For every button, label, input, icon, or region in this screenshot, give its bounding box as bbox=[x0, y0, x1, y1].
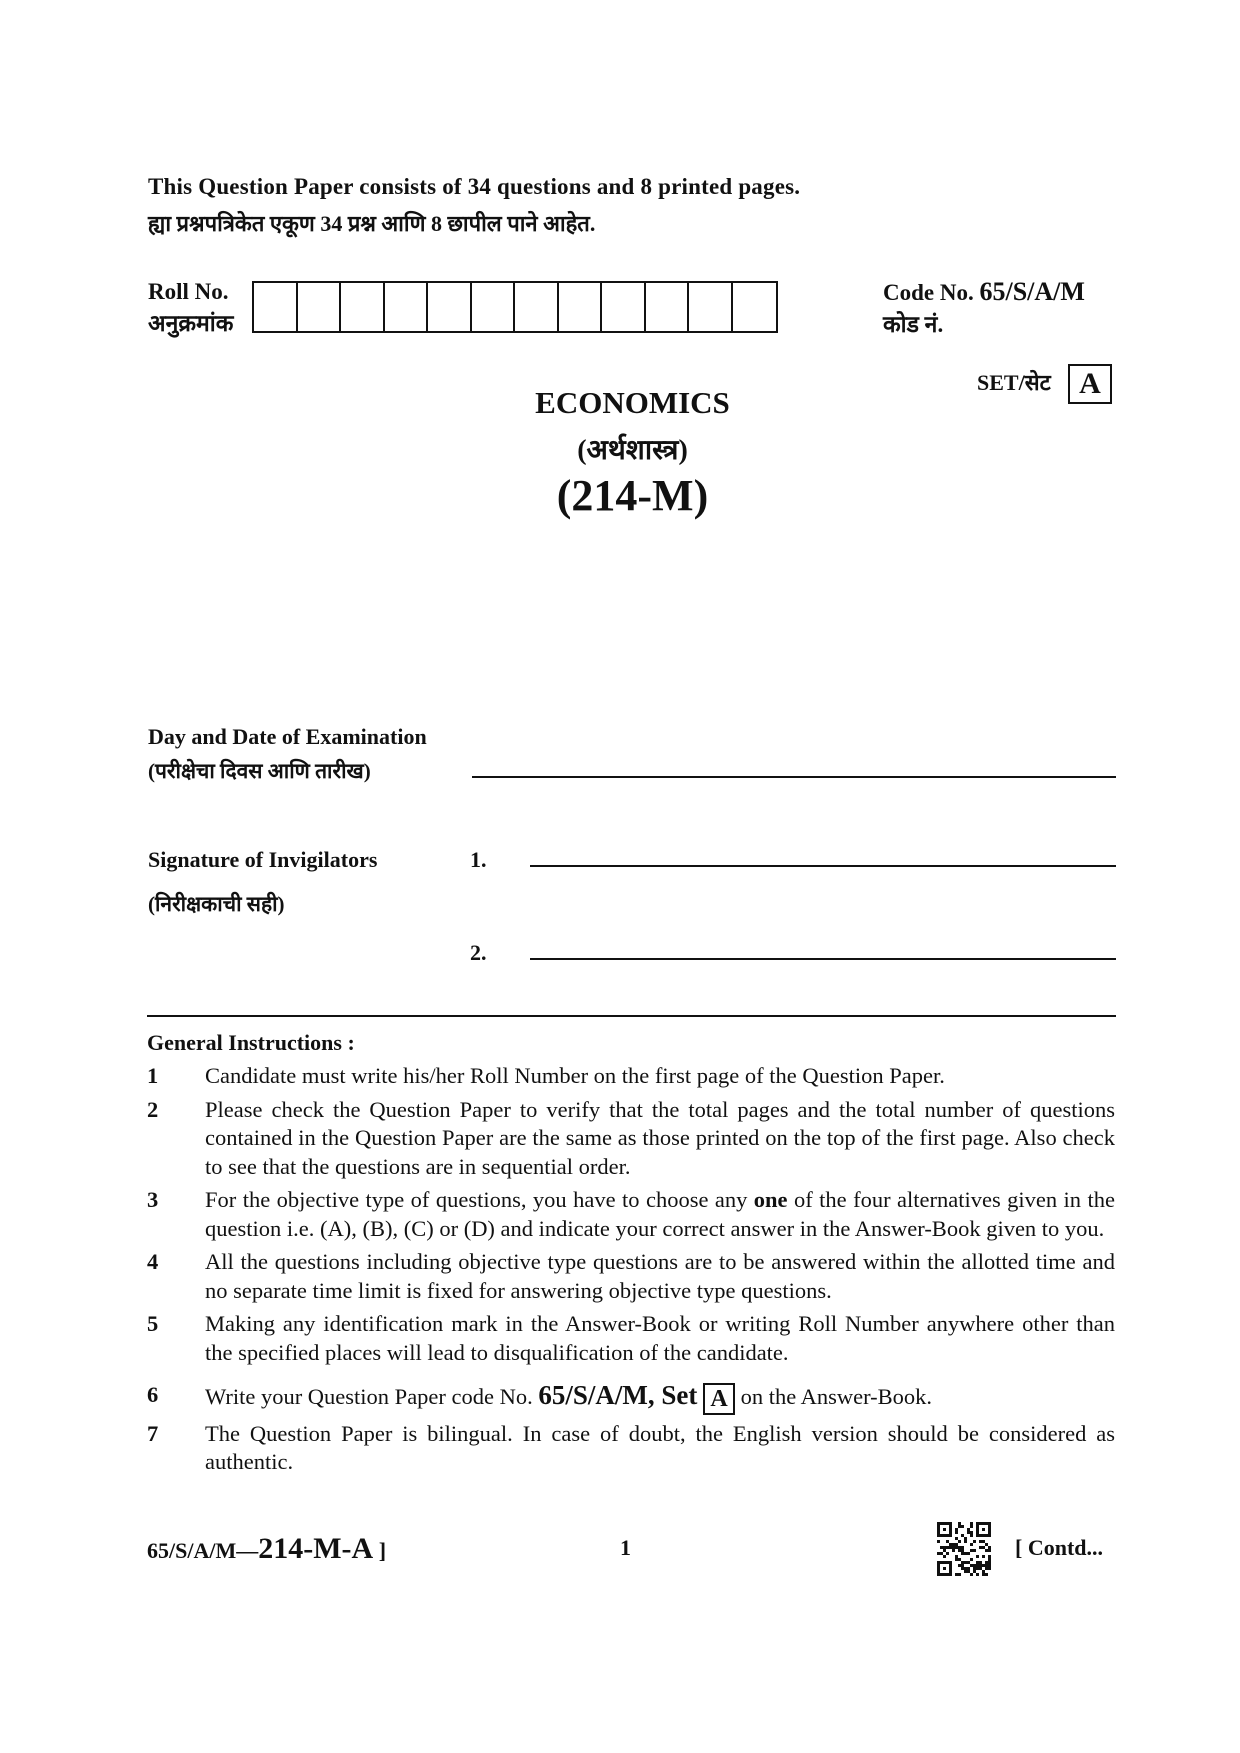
roll-number-cell[interactable] bbox=[254, 283, 298, 331]
instruction-text: All the questions including objective type questions are to be answered within the allotted time and no separate time limit is fixed for answering objective type questions. bbox=[205, 1249, 1115, 1303]
roll-number-cell[interactable] bbox=[646, 283, 690, 331]
instruction-item bbox=[147, 1310, 1115, 1367]
instruction-number: 4 bbox=[147, 1249, 159, 1274]
instruction-number: 6 bbox=[147, 1382, 159, 1407]
instruction-text: For the objective type of questions, you have to choose any one of the four alternatives given in the question i.e. (A), (B), (C) or (D) and indicate your correct answer in the Answer-Book given to you. bbox=[205, 1187, 1115, 1241]
instruction-number: 5 bbox=[147, 1311, 159, 1336]
instruction-number: 3 bbox=[147, 1187, 159, 1212]
roll-label-mr: अनुक्रमांक bbox=[148, 311, 234, 336]
instruction-item bbox=[147, 1381, 1115, 1415]
code-label-mr: कोड नं. bbox=[883, 312, 944, 337]
instruction-item bbox=[147, 1186, 1115, 1243]
subject-title-en: ECONOMICS bbox=[535, 385, 730, 420]
code-label-en: Code No. bbox=[883, 280, 974, 305]
roll-number-cell[interactable] bbox=[428, 283, 472, 331]
instruction-text: Write your Question Paper code No. 65/S/A/M, Set A on the Answer-Book. bbox=[205, 1381, 1115, 1415]
set-box: A bbox=[1068, 364, 1112, 404]
subject-title-mr: (अर्थशास्त्र) bbox=[577, 435, 688, 466]
instruction-item bbox=[147, 1248, 1115, 1305]
pages-count-en: This Question Paper consists of 34 questions and 8 printed pages. bbox=[148, 174, 801, 199]
paper-code-inline: 65/S/A/M, Set bbox=[538, 1380, 698, 1410]
instruction-number: 1 bbox=[147, 1063, 159, 1088]
contd-label: [ Contd... bbox=[1015, 1535, 1104, 1560]
instruction-number: 7 bbox=[147, 1420, 159, 1446]
invigilator-number-1: 1. bbox=[470, 847, 487, 872]
exam-date-label-en: Day and Date of Examination bbox=[148, 724, 427, 749]
instruction-text: Candidate must write his/her Roll Number on the first page of the Question Paper. bbox=[205, 1063, 945, 1088]
roll-number-cell[interactable] bbox=[602, 283, 646, 331]
pages-count-mr: ह्या प्रश्नपत्रिकेत एकूण 34 प्रश्न आणि 8 छापील पाने आहेत. bbox=[148, 211, 596, 236]
exam-date-label-mr: (परीक्षेचा दिवस आणि तारीख) bbox=[148, 759, 371, 783]
roll-number-cell[interactable] bbox=[515, 283, 559, 331]
instructions-heading: General Instructions : bbox=[147, 1030, 355, 1055]
code-value: 65/S/A/M bbox=[979, 277, 1085, 306]
instruction-item bbox=[147, 1096, 1115, 1182]
roll-label bbox=[148, 276, 233, 340]
invigilator-label-mr: (निरीक्षकाची सही) bbox=[148, 892, 285, 916]
code-block bbox=[883, 276, 1085, 341]
instruction-item bbox=[147, 1420, 1115, 1477]
invigilator-line-1[interactable] bbox=[530, 865, 1116, 867]
exam-date-line[interactable] bbox=[472, 776, 1116, 778]
roll-number-cell[interactable] bbox=[559, 283, 603, 331]
roll-number-cell[interactable] bbox=[341, 283, 385, 331]
roll-number-cell[interactable] bbox=[689, 283, 733, 331]
subject-code: (214-M) bbox=[556, 471, 709, 520]
instructions-list bbox=[147, 1062, 1115, 1482]
invigilator-label-en: Signature of Invigilators bbox=[148, 847, 378, 872]
roll-number-cell[interactable] bbox=[385, 283, 429, 331]
page-number: 1 bbox=[620, 1535, 631, 1560]
set-box-inline: A bbox=[703, 1383, 735, 1415]
instruction-text: Please check the Question Paper to verify that the total pages and the total number of questions contained in the Question Paper are the same as those printed on the top of the first page. Also check to see that the questions are in sequential order. bbox=[205, 1096, 1115, 1179]
roll-number-boxes[interactable] bbox=[252, 281, 778, 333]
roll-number-cell[interactable] bbox=[472, 283, 516, 331]
set-label: SET/सेट bbox=[977, 370, 1051, 395]
roll-number-cell[interactable] bbox=[733, 283, 777, 331]
invigilator-number-2: 2. bbox=[470, 940, 487, 965]
qr-code-icon bbox=[937, 1522, 991, 1576]
instruction-text: Making any identification mark in the Answer-Book or writing Roll Number anywhere other than the specified places will lead to disqualification of the candidate. bbox=[205, 1311, 1115, 1365]
invigilator-line-2[interactable] bbox=[530, 958, 1116, 960]
roll-number-cell[interactable] bbox=[298, 283, 342, 331]
footer-code: 65/S/A/M—214-M-A ] bbox=[147, 1532, 387, 1565]
instruction-item bbox=[147, 1062, 1115, 1091]
instruction-number: 2 bbox=[147, 1096, 159, 1122]
roll-label-en: Roll No. bbox=[148, 279, 229, 304]
section-divider bbox=[147, 1015, 1116, 1017]
instruction-text: The Question Paper is bilingual. In case of doubt, the English version should be considered as authentic. bbox=[205, 1420, 1115, 1475]
